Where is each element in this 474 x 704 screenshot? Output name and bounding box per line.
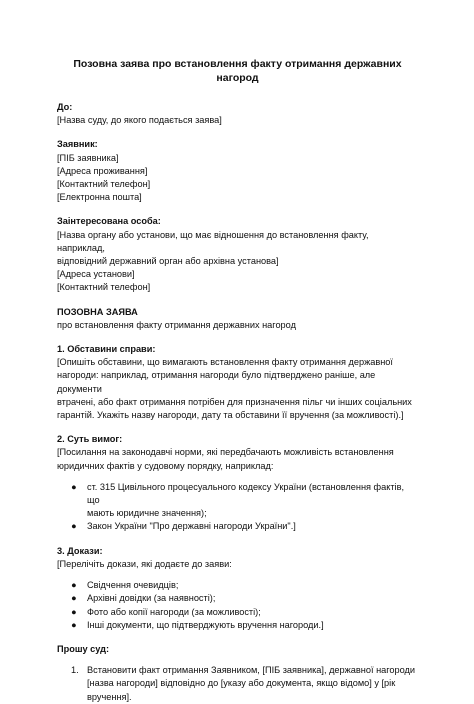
list-item: 1. Встановити факт отримання Заявником, [ПІБ заявника], державної нагороди [назва нагороди] відповідно до [указу або документа, якщо відомо] у [рік вручення]. [71, 665, 416, 702]
section1-line: [Опишіть обставини, що вимагають встановлення факту отримання державної [57, 357, 393, 368]
section2-heading: 2. Суть вимог: [57, 434, 123, 445]
section2-line: [Посилання на законодавчі норми, які передбачають можливість встановлення [57, 447, 394, 458]
interested-line: [Назва органу або установи, що має відношення до встановлення факту, наприклад, [57, 229, 369, 253]
section3-intro: [Перелічіть докази, які додаєте до заяви: [57, 558, 232, 569]
list-item: ● Архівні довідки (за наявності); [57, 592, 418, 605]
bullet-icon: ● [71, 481, 77, 492]
bullet-icon: ● [71, 619, 77, 630]
section1-line: гарантій. Укажіть назву нагороди, дату та обставини її вручення (за можливості).] [57, 410, 404, 421]
interested-address: [Адреса установи] [57, 269, 135, 280]
applicant-address: [Адреса проживання] [57, 165, 148, 176]
section1-heading: 1. Обставини справи: [57, 344, 156, 355]
applicant-phone: [Контактний телефон] [57, 179, 151, 190]
applicant-email: [Електронна пошта] [57, 192, 142, 203]
bullet-icon: ● [71, 521, 77, 532]
list-item: ● Фото або копії нагороди (за можливості); [57, 606, 418, 619]
section3-heading: 3. Докази: [57, 545, 103, 556]
list-item: ● ст. 315 Цивільного процесуального кодексу України (встановлення фактів, що мають юридичне значення); [71, 481, 405, 519]
document-title: Позовна заява про встановлення факту отримання державних нагород [73, 58, 402, 84]
claim-subheading: про встановлення факту отримання державних нагород [57, 319, 296, 330]
interested-line: відповідний державний орган або архівна установа] [57, 256, 279, 267]
interested-label: Заінтересована особа: [57, 216, 161, 227]
to-label: До: [57, 102, 73, 112]
section1-line: нагороди: наприклад, отримання нагороди було підтверджено раніше, але документи [57, 370, 376, 394]
section1-line: втрачені, або факт отримання потрібен для призначення пільг чи інших соціальних [57, 396, 412, 407]
request-heading: Прошу суд: [57, 643, 110, 654]
claim-heading: ПОЗОВНА ЗАЯВА [57, 306, 138, 317]
section2-line: юридичних фактів у судовому порядку, наприклад: [57, 460, 274, 471]
applicant-name: [ПІБ заявника] [57, 152, 119, 163]
bullet-icon: ● [71, 580, 77, 591]
court-name: [Назва суду, до якого подається заява] [57, 115, 222, 126]
bullet-icon: ● [71, 593, 77, 604]
list-item: ● Свідчення очевидців; [57, 579, 418, 592]
list-item: ● Інші документи, що підтверджують вручення нагороди.] [57, 619, 418, 632]
bullet-icon: ● [71, 606, 77, 617]
list-item: ● Закон України "Про державні нагороди України".] [57, 520, 418, 533]
request-list [57, 664, 418, 704]
item-number: 1. [71, 665, 79, 676]
applicant-label: Заявник: [57, 139, 98, 150]
interested-phone: [Контактний телефон] [57, 282, 151, 293]
section2-list [57, 481, 418, 534]
section3-list [57, 579, 418, 632]
